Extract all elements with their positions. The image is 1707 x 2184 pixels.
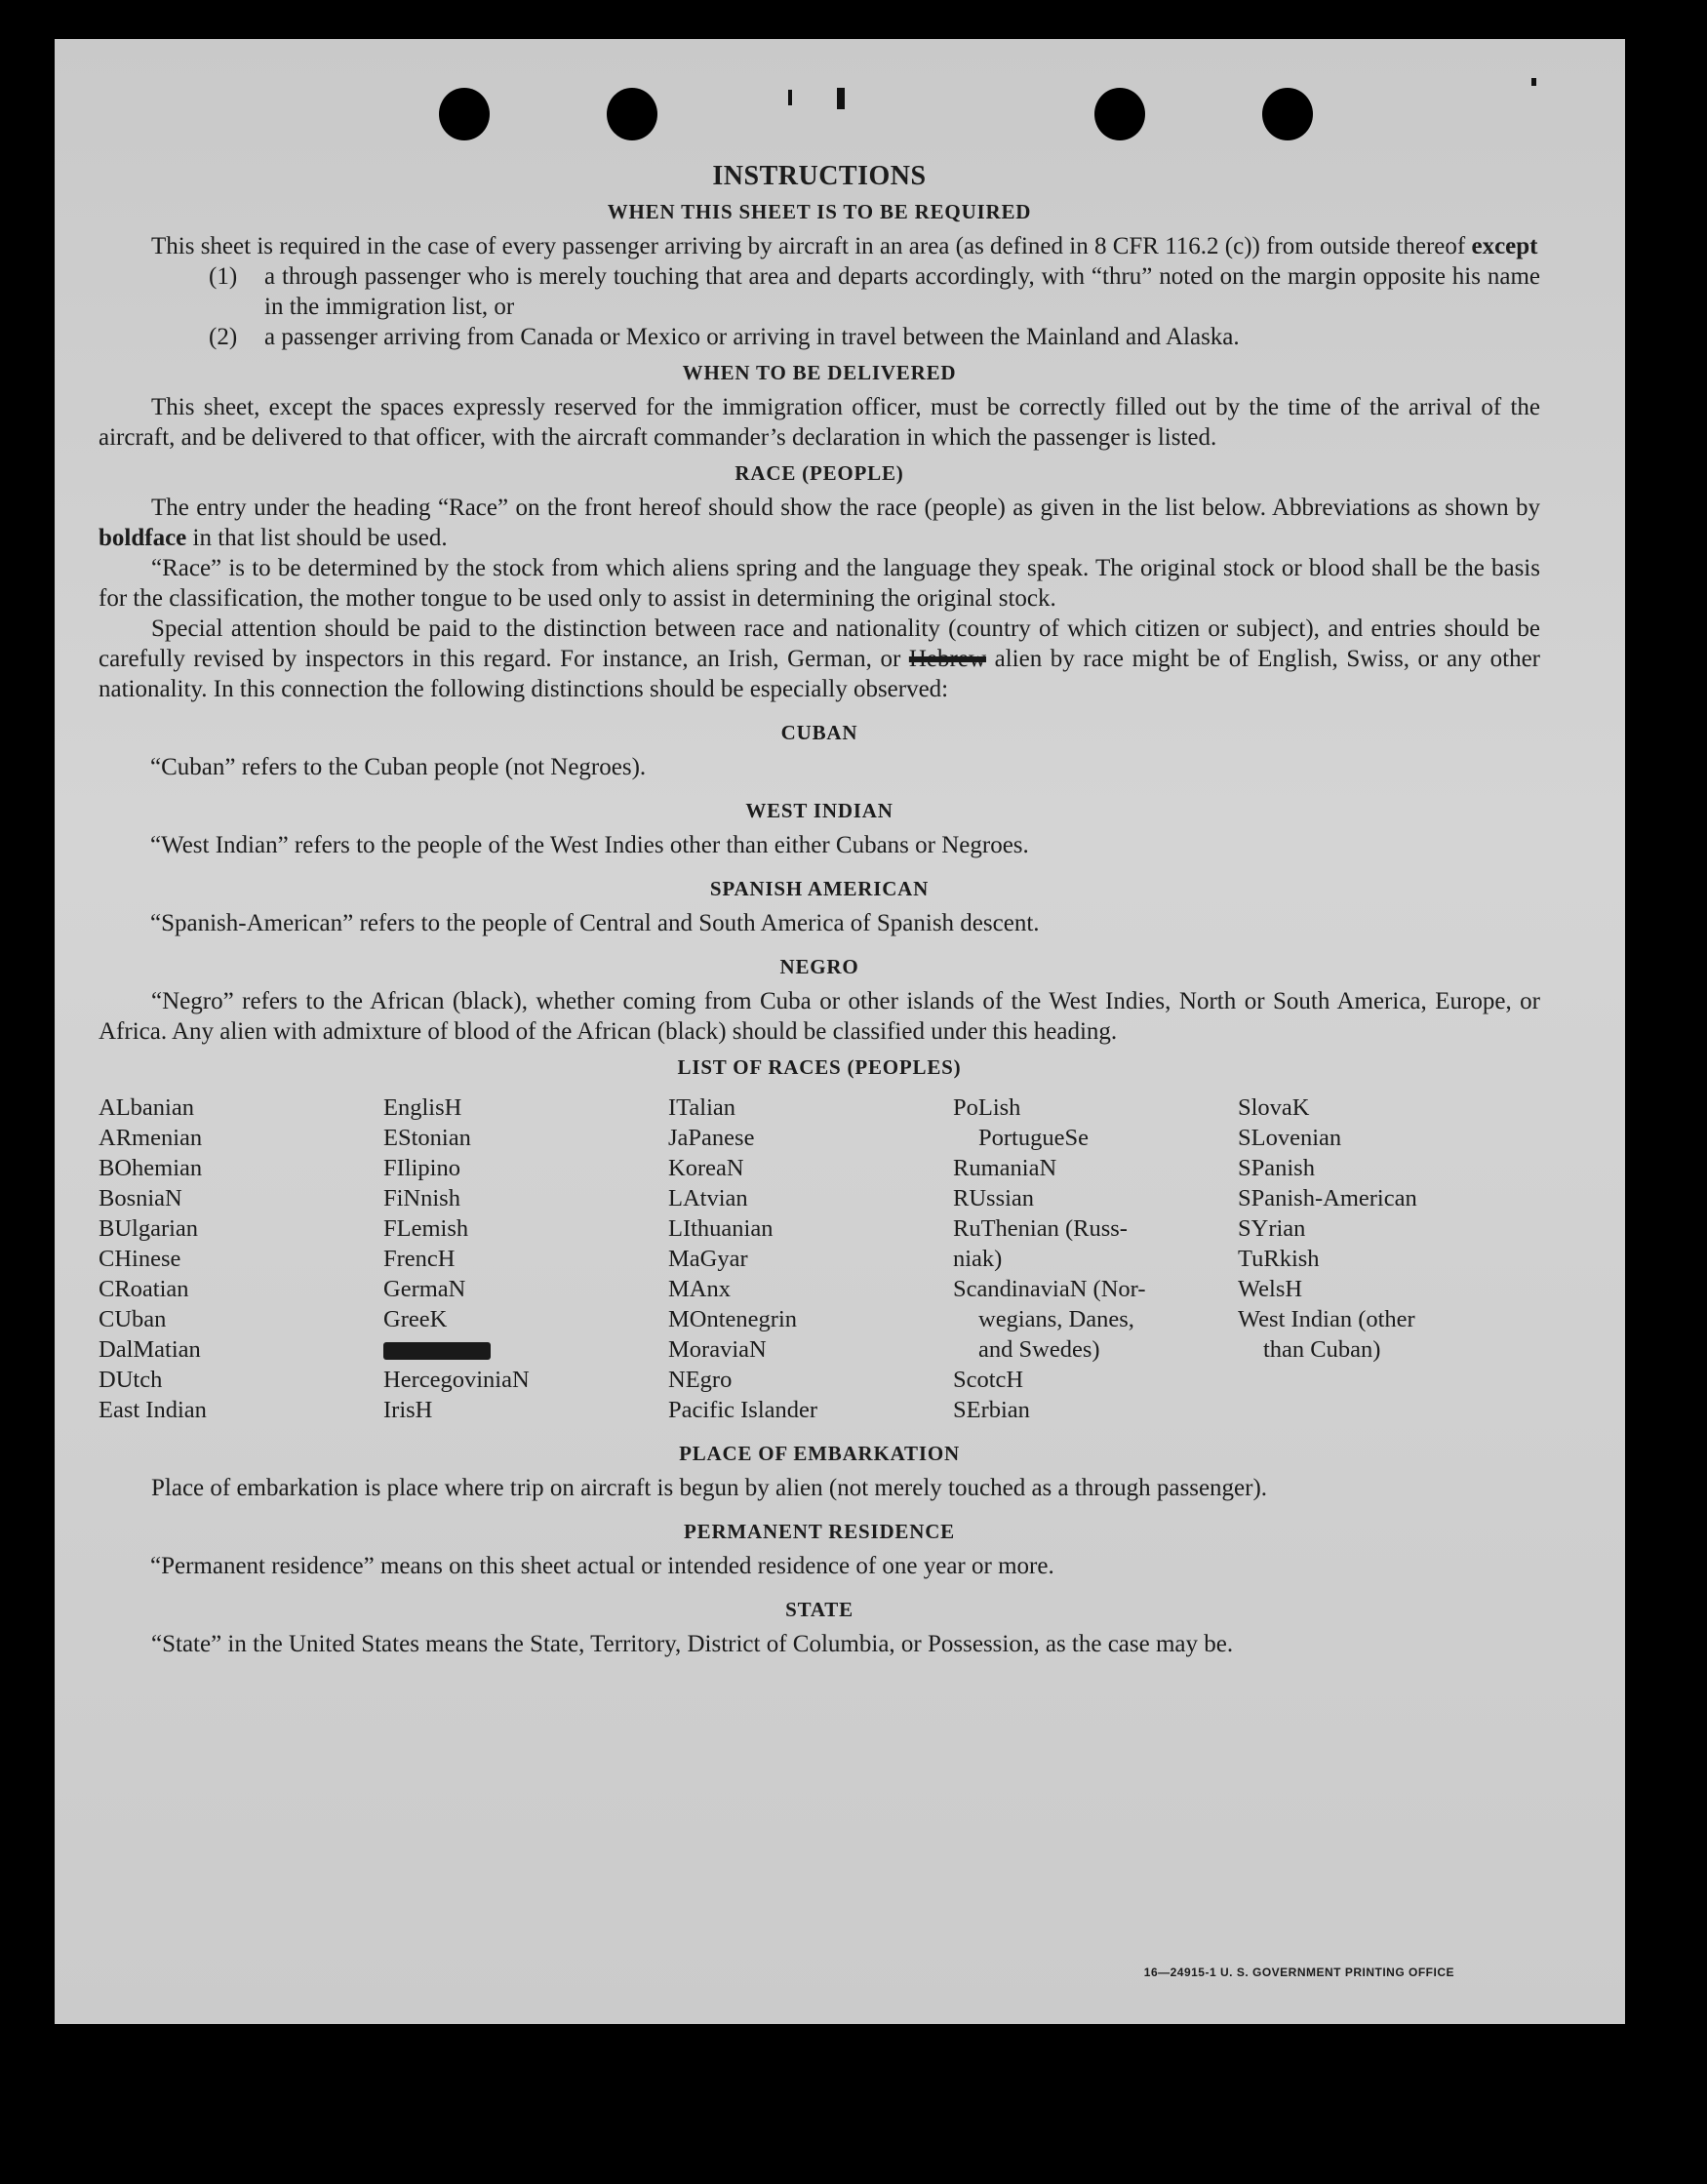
race-entry: LAtvian [668,1185,748,1211]
race-entry: and Swedes) [978,1336,1100,1363]
race-entry: SLovenian [1238,1125,1342,1151]
race-entry: EnglisH [383,1094,462,1121]
race-entry: DUtch [99,1367,163,1393]
race-entry: RuThenian (Russ- [953,1215,1128,1242]
race-entry: JaPanese [668,1125,755,1151]
race-bold: boldface [99,525,187,551]
instructions-body [99,161,1540,1659]
race-entry: niak) [953,1246,1003,1272]
race-entry: PortugueSe [978,1125,1089,1151]
heading-spanish-american: SPANISH AMERICAN [709,877,930,900]
race-entry: CRoatian [99,1276,189,1302]
intro-bold: except [1471,233,1538,259]
race-entry: MAnx [668,1276,731,1302]
item-text: a through passenger who is merely touching that area and departs accordingly, with “thru” noted on the margin opposite his name in the immigration list, or [264,263,1540,320]
list-item [99,261,1540,322]
printing-office-code: 16—24915-1 U. S. GOVERNMENT PRINTING OFFICE [1143,1966,1454,1979]
page-title: INSTRUCTIONS [712,161,927,191]
paragraph-when-required [99,231,1540,261]
item-number: (2) [209,324,238,350]
paragraph-when-delivered: This sheet, except the spaces expressly reserved for the immigration officer, must be correctly filled out by the time of the arrival of the aircraft, and be delivered to that officer, with the aircraft commander’s declaration in which the passenger is listed. [99,394,1540,451]
race-text: Special attention should be paid to the distinction between race and nationality (country of which citizen or subject), and entries should be carefully revised by inspectors in this regard. For instance, an Irish, German, or [99,615,1540,672]
race-text: alien by race might be of English, Swiss, or any other nationality. In this connection the following distinctions should be especially observed: [99,646,1541,702]
intro-text: This sheet is required in the case of every passenger arriving by aircraft in an area (as defined in 8 CFR 116.2 (c)) from outside thereof [151,233,1466,259]
race-entry: MOntenegrin [668,1306,797,1332]
heading-embarkation: PLACE OF EMBARKATION [679,1442,960,1465]
race-entry: ARmenian [99,1125,203,1151]
race-entry: KoreaN [668,1155,744,1181]
punch-hole [1262,88,1313,140]
race-entry: FrencH [383,1246,456,1272]
redacted-entry [383,1342,491,1360]
ink-mark [837,88,845,109]
race-entry: Pacific Islander [668,1397,818,1423]
struck-word: Hebrew [908,646,987,672]
race-entry: TuRkish [1238,1246,1320,1272]
heading-permanent-residence: PERMANENT RESIDENCE [684,1520,955,1543]
race-entry: LIthuanian [668,1215,774,1242]
race-entry: HercegoviniaN [383,1367,530,1393]
race-entry: IrisH [383,1397,433,1423]
race-entry: FIlipino [383,1155,460,1181]
heading-list-of-races: LIST OF RACES (PEOPLES) [677,1055,962,1079]
list-item [99,322,1540,352]
race-entry: SlovaK [1238,1094,1310,1121]
document-page [55,39,1625,2024]
race-entry: SErbian [953,1397,1030,1423]
paragraph-race-2: “Race” is to be determined by the stock from which aliens spring and the language they speak. The original stock or blood shall be the basis for the classification, the mother tongue to be used only to assist in determining the original stock. [99,555,1540,612]
race-entry: BosniaN [99,1185,182,1211]
paragraph-state: “State” in the United States means the State, Territory, District of Columbia, or Possession, as the case may be. [151,1631,1234,1657]
paragraph-west-indian: “West Indian” refers to the people of the West Indies other than either Cubans or Negroes. [150,832,1029,858]
paragraph-race-1 [99,493,1540,553]
race-text: in that list should be used. [192,525,448,551]
paragraph-negro: “Negro” refers to the African (black), whether coming from Cuba or other islands of the West Indies, North or South America, Europe, or Africa. Any alien with admixture of blood of the African (black) should be classified under this heading. [99,988,1540,1045]
race-column [668,1092,953,1425]
race-entry: GreeK [383,1306,448,1332]
race-entry: RUssian [953,1185,1035,1211]
heading-west-indian: WEST INDIAN [745,799,893,822]
item-number: (1) [209,263,238,290]
punch-hole [607,88,657,140]
race-entry: SPanish [1238,1155,1315,1181]
heading-cuban: CUBAN [780,721,858,744]
race-entry: GermaN [383,1276,466,1302]
race-entry: CUban [99,1306,167,1332]
race-entry: than Cuban) [1263,1336,1381,1363]
ink-mark [788,90,792,105]
race-entry: RumaniaN [953,1155,1057,1181]
paragraph-spanish-american: “Spanish-American” refers to the people of Central and South America of Spanish descent. [150,910,1040,936]
paragraph-race-3 [99,614,1540,704]
race-entry: DalMatian [99,1336,201,1363]
race-column [1238,1092,1540,1425]
item-text: a passenger arriving from Canada or Mexico or arriving in travel between the Mainland and Alaska. [264,324,1240,350]
heading-negro: NEGRO [779,955,859,978]
race-entry: wegians, Danes, [978,1306,1134,1332]
heading-when-required: WHEN THIS SHEET IS TO BE REQUIRED [607,200,1032,223]
heading-race: RACE (PEOPLE) [734,461,904,485]
race-entry [383,1334,668,1365]
race-entry: East Indian [99,1397,207,1423]
race-entry: ScandinaviaN (Nor- [953,1276,1146,1302]
race-column [99,1092,383,1425]
race-entry: MoraviaN [668,1336,767,1363]
heading-when-delivered: WHEN TO BE DELIVERED [682,361,957,384]
race-entry: ALbanian [99,1094,194,1121]
race-entry: BUlgarian [99,1215,199,1242]
race-entry: WelsH [1238,1276,1303,1302]
race-entry: ITalian [668,1094,736,1121]
heading-state: STATE [785,1598,854,1621]
punch-hole [1094,88,1145,140]
race-entry: SPanish-American [1238,1185,1417,1211]
race-column [383,1092,668,1425]
race-entry: PoLish [953,1094,1021,1121]
race-list [99,1092,1540,1425]
race-entry: FLemish [383,1215,469,1242]
race-entry: EStonian [383,1125,471,1151]
race-entry: FiNnish [383,1185,460,1211]
race-column [953,1092,1238,1425]
race-entry: West Indian (other [1238,1306,1415,1332]
paragraph-cuban: “Cuban” refers to the Cuban people (not Negroes). [150,754,647,780]
race-text: The entry under the heading “Race” on the front hereof should show the race (people) as given in the list below. Abbreviations as shown by [151,495,1540,521]
race-entry: ScotcH [953,1367,1024,1393]
race-entry: CHinese [99,1246,181,1272]
punch-hole [439,88,490,140]
race-entry: SYrian [1238,1215,1306,1242]
race-entry: BOhemian [99,1155,203,1181]
race-entry: MaGyar [668,1246,748,1272]
paragraph-permanent-residence: “Permanent residence” means on this sheet actual or intended residence of one year or more. [150,1553,1054,1579]
race-entry: NEgro [668,1367,733,1393]
paragraph-embarkation: Place of embarkation is place where trip on aircraft is begun by alien (not merely touched as a through passenger). [151,1475,1268,1501]
ink-mark [1531,78,1536,86]
